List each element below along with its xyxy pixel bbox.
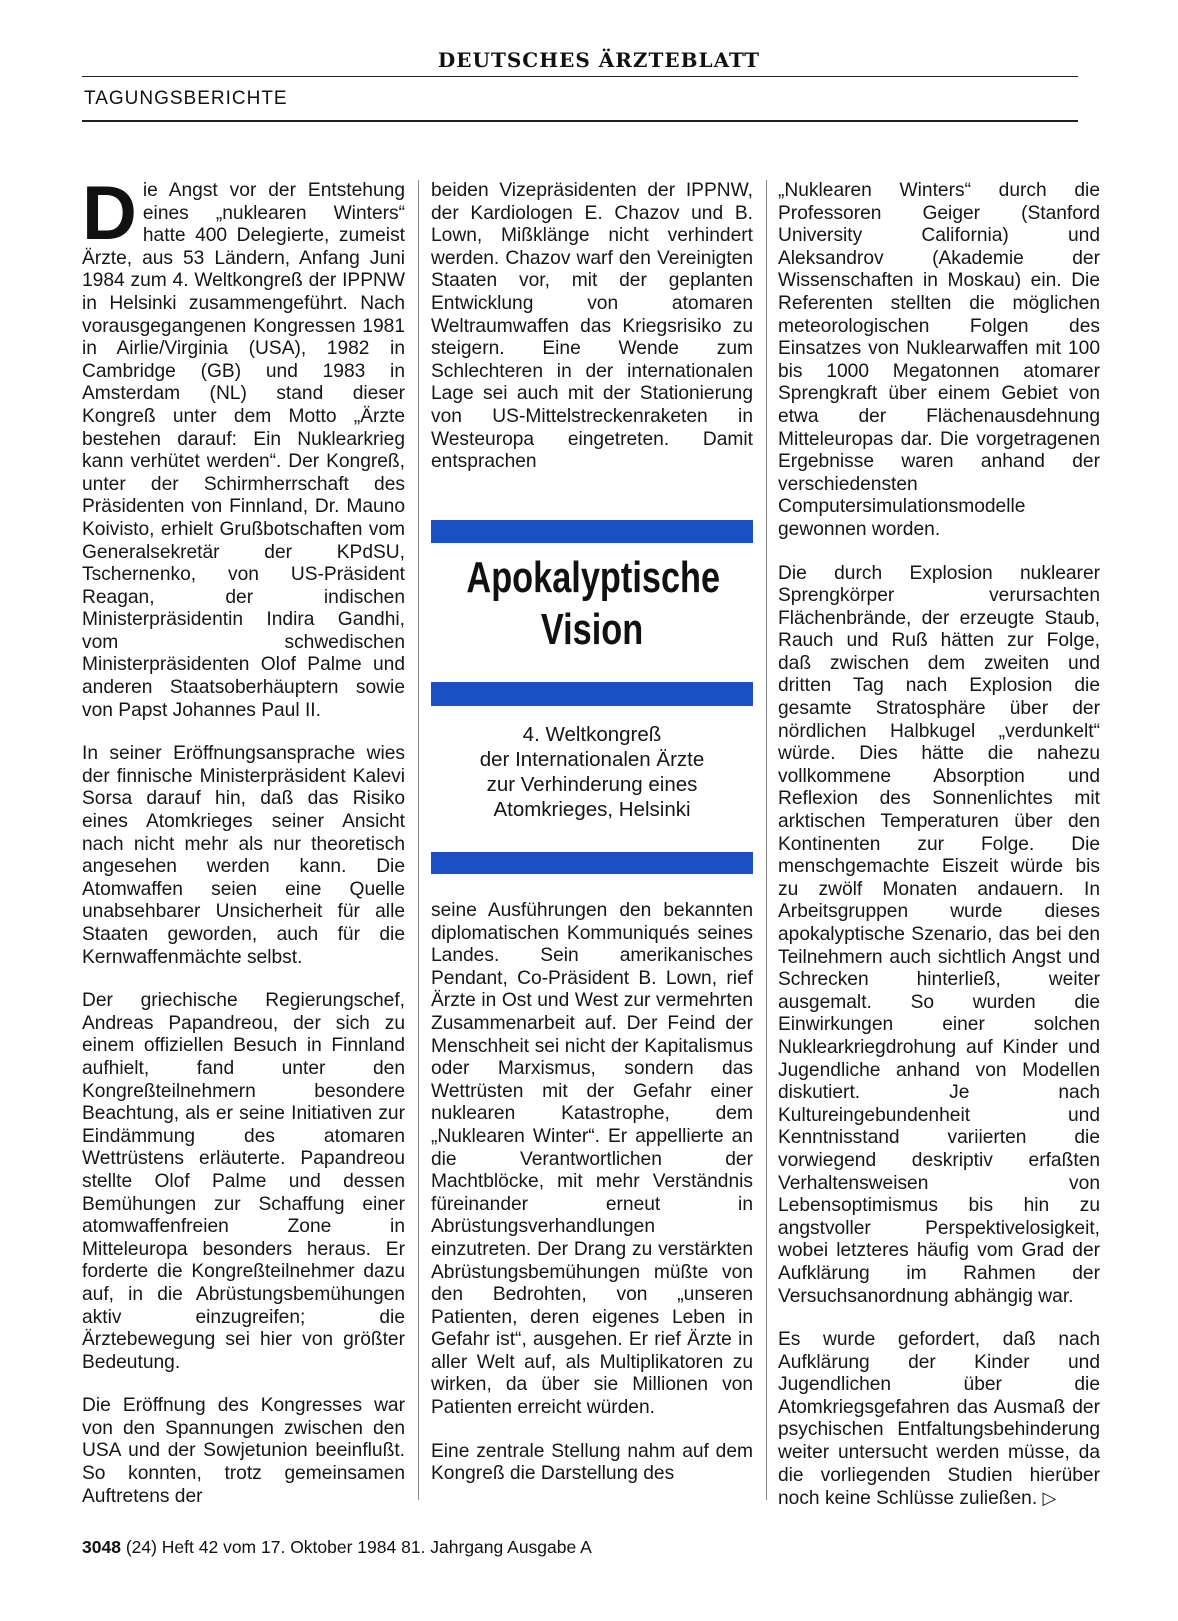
page-number: 3048 bbox=[82, 1537, 121, 1557]
body-paragraph: Eine zentrale Stellung nahm auf dem Kongreß die Darstellung des bbox=[431, 1440, 753, 1485]
headline-bar-bottom bbox=[431, 852, 753, 874]
article-column-3 bbox=[778, 180, 1100, 1532]
body-paragraph: Die durch Explosion nuklearer Sprengkörper verursachten Flächenbrände, der erzeugte Staub, Rauch und Ruß hätten zur Folge, daß zwischen dem zweiten und dritten Tag nach Explosion die gesamte Stratosphäre über der nördlichen Halbkugel „verdunkelt“ würde. Dies hätte die nahezu vollkommene Absorption und Reflexion des Sonnenlichtes mit arktischen Temperaturen über den Kontinenten zur Folge. Die menschgemachte Eiszeit würde bis zu zwölf Monaten andauern. In Arbeitsgruppen wurde dieses apokalyptische Szenario, das bei den Teilnehmern auch sichtlich Angst und Schrecken hinterließ, weiter ausgemalt. So wurden die Einwirkungen einer solchen Nuklearkriegdrohung auf Kinder und Jugendliche anhand von Modellen diskutiert. Je nach Kultureingebundenheit und Kenntnisstand variierten die vorwiegend deskriptiv erfaßten Verhaltensweisen von Lebensoptimismus bis hin zu angstvoller Perspektivelosigkeit, wobei letzteres häufig vom Grad der Aufklärung im Rahmen der Versuchsanordnung abhängig war. bbox=[778, 562, 1100, 1307]
column-divider bbox=[766, 180, 767, 1500]
section-label: TAGUNGSBERICHTE bbox=[84, 88, 288, 109]
article-subheadline bbox=[431, 722, 753, 822]
drop-cap: D bbox=[82, 171, 137, 256]
paragraph-text: ie Angst vor der Entstehung eines „nuklearen Winters“ hatte 400 Delegierte, zumeist Ärzte, aus 53 Ländern, Anfang Juni 1984 zum 4. Weltkongreß der IPPNW in Helsinki zusammengeführt. Nach vorausgegangenen Kongressen 1981 in Airlie/Virginia (USA), 1982 in Cambridge (GB) und 1983 in Amsterdam (NL) stand dieser Kongreß unter dem Motto „Ärzte bestehen darauf: Ein Nuklearkrieg kann verhütet werden“. Der Kongreß, unter der Schirmherrschaft des Präsidenten von Finnland, Dr. Mauno Koivisto, erhielt Grußbotschaften vom Generalsekretär der KPdSU, Tschernenko, von US-Präsident Reagan, der indischen Ministerpräsidentin Indira Gandhi, vom schwedischen Ministerpräsidenten Olof Palme und anderen Staatsoberhäuptern sowie von Papst Johannes Paul II. bbox=[82, 180, 405, 721]
body-paragraph: seine Ausführungen den bekannten diplomatischen Kommuniqués seines Landes. Sein amerikanisches Pendant, Co-Präsident B. Lown, rief Ärzte in Ost und West zur vermehrten Zusammenarbeit auf. Der Feind der Menschheit sei nicht der Kapitalismus oder Marxismus, sondern das Wettrüsten mit der Gefahr einer nuklearen Katastrophe, dem „Nuklearen Winter“. Er appellierte an die Verantwortlichen der Machtblöcke, mit mehr Verständnis füreinander erneut in Abrüstungsverhandlungen einzutreten. Der Drang zu verstärkten Abrüstungsbemühungen müßte von den Bedrohten, von „unseren Patienten, deren eigenes Leben in Gefahr ist“, ausgehen. Er rief Ärzte in aller Welt auf, als Multiplikatoren zu wirken, da über sie Millionen von Patienten erreicht würden. bbox=[431, 900, 753, 1419]
article-column-1 bbox=[82, 171, 405, 1529]
headline-line: Apokalyptische bbox=[466, 553, 721, 602]
masthead-rule bbox=[82, 76, 1078, 77]
body-paragraph: beiden Vizepräsidenten der IPPNW, der Kardiologen E. Chazov und B. Lown, Mißklänge nicht verhindert werden. Chazov warf den Vereinigten Staaten vor, mit der geplanten Entwicklung von atomaren Weltraumwaffen das Kriegsrisiko zu steigern. Eine Wende zum Schlechteren in der internationalen Lage sei auch mit der Stationierung von US-Mittelstreckenraketen in Westeuropa eingetreten. Damit entsprachen bbox=[431, 180, 753, 473]
body-paragraph bbox=[778, 1329, 1100, 1511]
body-paragraph: Die Eröffnung des Kongresses war von den Spannungen zwischen den USA und der Sowjetunion beeinflußt. So konnten, trotz gemeinsamen Auftretens der bbox=[82, 1395, 405, 1507]
section-rule bbox=[82, 120, 1078, 122]
subheadline-line: zur Verhinderung eines bbox=[486, 773, 698, 796]
paragraph-text: Es wurde gefordert, daß nach Aufklärung der Kinder und Jugendlichen über die Atomkriegsgefahren das Ausmaß der psychischen Entfaltungsbehinderung weiter untersucht werden müsse, da die vorliegenden Studien hierüber noch keine Schlüsse zuließen. bbox=[778, 1329, 1100, 1510]
headline-bar-middle bbox=[431, 682, 753, 706]
subheadline-line: Atomkrieges, Helsinki bbox=[493, 798, 691, 821]
headline-line: Vision bbox=[540, 605, 644, 654]
subheadline-line: 4. Weltkongreß bbox=[522, 723, 662, 746]
article-column-2-bottom bbox=[431, 900, 753, 1507]
page-footer bbox=[82, 1537, 592, 1558]
body-paragraph: In seiner Eröffnungsansprache wies der finnische Ministerpräsident Kalevi Sorsa darauf hin, daß das Risiko eines Atomkrieges seiner Ansicht nach nicht mehr als nur theoretisch angesehen werden kann. Die Atomwaffen seien eine Quelle unabsehbarer Unsicherheit für alle Staaten geworden, auch für die Kernwaffenmächte selbst. bbox=[82, 743, 405, 968]
article-column-2-top bbox=[431, 180, 753, 495]
body-paragraph bbox=[82, 171, 405, 722]
issue-info: (24) Heft 42 vom 17. Oktober 1984 81. Jahrgang Ausgabe A bbox=[125, 1537, 592, 1557]
headline-bar-top bbox=[431, 520, 753, 543]
continue-arrow-icon: ▷ bbox=[1042, 1488, 1057, 1509]
article-headline bbox=[466, 552, 721, 656]
body-paragraph: Der griechische Regierungschef, Andreas Papandreou, der sich zu einem offiziellen Besuch in Finnland aufhielt, fand unter den Kongreßteilnehmern besondere Beachtung, als er seine Initiativen zur Eindämmung des atomaren Wettrüstens erläuterte. Papandreou stellte Olof Palme und dessen Bemühungen zur Schaffung einer atomwaffenfreien Zone in Mitteleuropa besonders heraus. Er forderte die Kongreßteilnehmer dazu auf, in die Abrüstungsbemühungen aktiv einzugreifen; die Ärztebewegung sei hier von größter Bedeutung. bbox=[82, 990, 405, 1373]
column-divider bbox=[418, 180, 419, 1500]
body-paragraph: „Nuklearen Winters“ durch die Professoren Geiger (Stanford University California) und Aleksandrov (Akademie der Wissenschaften in Moskau) ein. Die Referenten stellten die möglichen meteorologischen Folgen des Einsatzes von Nuklearwaffen mit 100 bis 1000 Megatonnen atomarer Sprengkraft über einem Gebiet von etwa der Flächenausdehnung Mitteleuropas dar. Die vorgetragenen Ergebnisse waren anhand der verschiedensten Computersimulationsmodelle gewonnen worden. bbox=[778, 180, 1100, 540]
subheadline-line: der Internationalen Ärzte bbox=[479, 748, 705, 771]
journal-masthead: DEUTSCHES ÄRZTEBLATT bbox=[437, 48, 761, 72]
